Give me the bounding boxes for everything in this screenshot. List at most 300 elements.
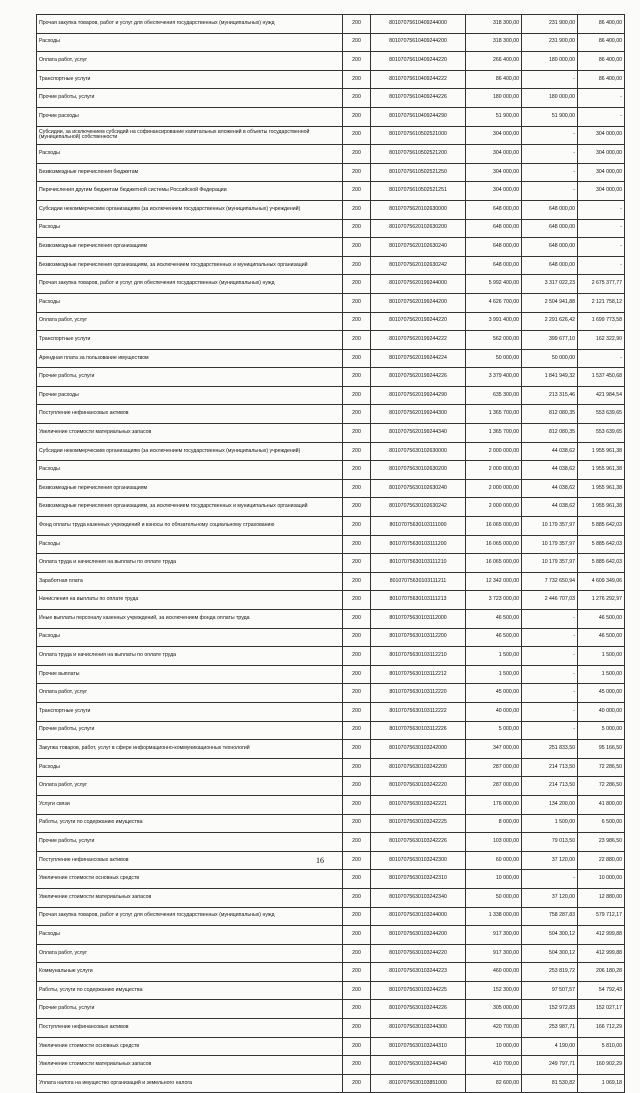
row-line-code-cell: 200: [343, 331, 371, 350]
table-row: [37, 1037, 625, 1056]
page-number: 16: [316, 856, 324, 865]
row-name-cell: Увеличение стоимости материальных запасов: [37, 424, 343, 443]
row-approved-cell: 3 723 000,00: [466, 591, 522, 610]
row-executed-cell: 231 900,00: [522, 15, 578, 34]
row-executed-cell: -: [522, 647, 578, 666]
row-approved-cell: 648 000,00: [466, 200, 522, 219]
row-kbk-code-cell: 80107075610409244000: [371, 15, 466, 34]
row-line-code-cell: 200: [343, 349, 371, 368]
row-approved-cell: 420 700,00: [466, 1019, 522, 1038]
row-name-cell: Поступление нефинансовых активов: [37, 405, 343, 424]
row-executed-cell: 7 732 650,94: [522, 572, 578, 591]
row-executed-cell: 231 900,00: [522, 33, 578, 52]
row-executed-cell: 134 200,00: [522, 795, 578, 814]
row-name-cell: Расходы: [37, 145, 343, 164]
row-name-cell: Оплата работ, услуг: [37, 52, 343, 71]
row-unexecuted-cell: 4 609 349,06: [578, 572, 625, 591]
row-executed-cell: 253 987,71: [522, 1019, 578, 1038]
row-name-cell: Безвозмездные перечисления организациям: [37, 479, 343, 498]
row-kbk-code-cell: 80107075630103112220: [371, 684, 466, 703]
row-line-code-cell: 200: [343, 107, 371, 126]
row-name-cell: Прочая закупка товаров, работ и услуг для обеспечения государственных (муниципальных) нужд: [37, 275, 343, 294]
table-row: [37, 758, 625, 777]
table-row: [37, 870, 625, 889]
row-unexecuted-cell: -: [578, 219, 625, 238]
row-executed-cell: 44 038,62: [522, 498, 578, 517]
row-approved-cell: 318 300,00: [466, 33, 522, 52]
row-executed-cell: 2 446 707,03: [522, 591, 578, 610]
row-executed-cell: -: [522, 702, 578, 721]
row-kbk-code-cell: 80107075630103112000: [371, 610, 466, 629]
row-approved-cell: 304 000,00: [466, 145, 522, 164]
row-approved-cell: 460 000,00: [466, 963, 522, 982]
row-line-code-cell: 200: [343, 293, 371, 312]
row-approved-cell: 2 000 000,00: [466, 442, 522, 461]
row-executed-cell: 812 080,35: [522, 424, 578, 443]
row-line-code-cell: 200: [343, 15, 371, 34]
table-row: [37, 479, 625, 498]
row-approved-cell: 51 900,00: [466, 107, 522, 126]
row-kbk-code-cell: 80107075630102630240: [371, 479, 466, 498]
row-approved-cell: 2 000 000,00: [466, 498, 522, 517]
row-executed-cell: 81 530,82: [522, 1074, 578, 1093]
row-kbk-code-cell: 80107075620199244220: [371, 312, 466, 331]
row-line-code-cell: 200: [343, 554, 371, 573]
row-line-code-cell: 200: [343, 870, 371, 889]
row-name-cell: Расходы: [37, 535, 343, 554]
row-line-code-cell: 200: [343, 405, 371, 424]
row-kbk-code-cell: 80107075630103244220: [371, 944, 466, 963]
table-row: [37, 89, 625, 108]
row-name-cell: Расходы: [37, 461, 343, 480]
row-executed-cell: 10 179 357,97: [522, 554, 578, 573]
row-kbk-code-cell: 80107075630103244225: [371, 981, 466, 1000]
row-name-cell: Уплата налога на имущество организаций и земельного налога: [37, 1074, 343, 1093]
row-name-cell: Увеличение стоимости материальных запасов: [37, 888, 343, 907]
row-approved-cell: 16 065 000,00: [466, 535, 522, 554]
row-line-code-cell: 200: [343, 944, 371, 963]
row-kbk-code-cell: 80107075620199244000: [371, 275, 466, 294]
row-approved-cell: 103 000,00: [466, 833, 522, 852]
table-row: [37, 926, 625, 945]
row-unexecuted-cell: -: [578, 238, 625, 257]
row-name-cell: Расходы: [37, 758, 343, 777]
row-approved-cell: 8 000,00: [466, 814, 522, 833]
row-name-cell: Расходы: [37, 33, 343, 52]
row-executed-cell: 44 038,62: [522, 442, 578, 461]
row-line-code-cell: 200: [343, 1019, 371, 1038]
table-row: [37, 163, 625, 182]
row-line-code-cell: 200: [343, 591, 371, 610]
row-executed-cell: 2 291 626,42: [522, 312, 578, 331]
row-unexecuted-cell: 46 500,00: [578, 628, 625, 647]
row-name-cell: Прочая закупка товаров, работ и услуг для обеспечения государственных (муниципальных) нужд: [37, 15, 343, 34]
row-line-code-cell: 200: [343, 963, 371, 982]
row-name-cell: Работы, услуги по содержанию имущества: [37, 981, 343, 1000]
table-row: [37, 1000, 625, 1019]
table-row: [37, 833, 625, 852]
row-approved-cell: 16 065 000,00: [466, 517, 522, 536]
row-unexecuted-cell: 5 885 642,03: [578, 517, 625, 536]
row-approved-cell: 304 000,00: [466, 163, 522, 182]
row-kbk-code-cell: 80107075620102630200: [371, 219, 466, 238]
row-executed-cell: 504 300,12: [522, 926, 578, 945]
row-kbk-code-cell: 80107075630103112222: [371, 702, 466, 721]
row-approved-cell: 1 500,00: [466, 647, 522, 666]
row-line-code-cell: 200: [343, 479, 371, 498]
row-name-cell: Увеличение стоимости основных средств: [37, 870, 343, 889]
row-executed-cell: 180 000,00: [522, 89, 578, 108]
row-line-code-cell: 200: [343, 182, 371, 201]
row-approved-cell: 46 500,00: [466, 610, 522, 629]
row-name-cell: Арендная плата за пользование имуществом: [37, 349, 343, 368]
row-executed-cell: 648 000,00: [522, 256, 578, 275]
row-executed-cell: 648 000,00: [522, 219, 578, 238]
row-approved-cell: 16 065 000,00: [466, 554, 522, 573]
row-kbk-code-cell: 80107075630103242220: [371, 777, 466, 796]
table-row: [37, 145, 625, 164]
table-row: [37, 535, 625, 554]
row-executed-cell: 180 000,00: [522, 52, 578, 71]
table-row: [37, 888, 625, 907]
table-row: [37, 15, 625, 34]
row-unexecuted-cell: 45 000,00: [578, 684, 625, 703]
row-line-code-cell: 200: [343, 833, 371, 852]
row-approved-cell: 50 000,00: [466, 349, 522, 368]
row-kbk-code-cell: 80107075630103242340: [371, 888, 466, 907]
row-line-code-cell: 200: [343, 238, 371, 257]
row-executed-cell: 79 013,50: [522, 833, 578, 852]
row-approved-cell: 635 300,00: [466, 386, 522, 405]
row-name-cell: Оплата работ, услуг: [37, 944, 343, 963]
row-name-cell: Безвозмездные перечисления организациям, за исключением государственных и муниципальных организаций: [37, 256, 343, 275]
row-executed-cell: 10 179 357,97: [522, 535, 578, 554]
row-line-code-cell: 200: [343, 517, 371, 536]
table-row: [37, 349, 625, 368]
row-executed-cell: 2 504 941,88: [522, 293, 578, 312]
row-kbk-code-cell: 80107075630103244000: [371, 907, 466, 926]
row-unexecuted-cell: 5 810,00: [578, 1037, 625, 1056]
row-unexecuted-cell: 6 500,00: [578, 814, 625, 833]
row-unexecuted-cell: 304 000,00: [578, 163, 625, 182]
table-row: [37, 126, 625, 145]
row-kbk-code-cell: 80107075620199244226: [371, 368, 466, 387]
row-line-code-cell: 200: [343, 1056, 371, 1075]
table-row: [37, 1074, 625, 1093]
row-unexecuted-cell: 22 880,00: [578, 851, 625, 870]
row-name-cell: Прочие работы, услуги: [37, 833, 343, 852]
row-executed-cell: -: [522, 684, 578, 703]
row-approved-cell: 86 400,00: [466, 70, 522, 89]
row-name-cell: Работы, услуги по содержанию имущества: [37, 814, 343, 833]
row-name-cell: Расходы: [37, 219, 343, 238]
row-unexecuted-cell: 86 400,00: [578, 52, 625, 71]
row-line-code-cell: 200: [343, 721, 371, 740]
row-kbk-code-cell: 80107075630103851000: [371, 1074, 466, 1093]
row-executed-cell: -: [522, 628, 578, 647]
row-kbk-code-cell: 80107075610409244222: [371, 70, 466, 89]
row-approved-cell: 410 700,00: [466, 1056, 522, 1075]
row-kbk-code-cell: 80107075630103111210: [371, 554, 466, 573]
row-executed-cell: 214 713,50: [522, 777, 578, 796]
table-row: [37, 33, 625, 52]
table-row: [37, 256, 625, 275]
row-line-code-cell: 200: [343, 740, 371, 759]
row-line-code-cell: 200: [343, 200, 371, 219]
row-executed-cell: 50 000,00: [522, 349, 578, 368]
row-approved-cell: 304 000,00: [466, 126, 522, 145]
row-unexecuted-cell: 152 027,17: [578, 1000, 625, 1019]
row-line-code-cell: 200: [343, 52, 371, 71]
row-executed-cell: 37 120,00: [522, 888, 578, 907]
row-kbk-code-cell: 80107075620199244222: [371, 331, 466, 350]
row-unexecuted-cell: 166 712,29: [578, 1019, 625, 1038]
row-line-code-cell: 200: [343, 33, 371, 52]
row-executed-cell: -: [522, 126, 578, 145]
table-row: [37, 293, 625, 312]
table-row: [37, 814, 625, 833]
row-kbk-code-cell: 80107075620199244224: [371, 349, 466, 368]
row-approved-cell: 82 600,00: [466, 1074, 522, 1093]
row-unexecuted-cell: -: [578, 89, 625, 108]
row-kbk-code-cell: 80107075610409244226: [371, 89, 466, 108]
row-line-code-cell: 200: [343, 628, 371, 647]
row-unexecuted-cell: 2 675 377,77: [578, 275, 625, 294]
row-line-code-cell: 200: [343, 758, 371, 777]
row-name-cell: Оплата труда и начисления на выплаты по оплате труда: [37, 647, 343, 666]
row-line-code-cell: 200: [343, 163, 371, 182]
row-unexecuted-cell: 86 400,00: [578, 15, 625, 34]
row-executed-cell: 152 972,83: [522, 1000, 578, 1019]
row-approved-cell: 2 000 000,00: [466, 479, 522, 498]
row-kbk-code-cell: 80107075610502521200: [371, 145, 466, 164]
row-kbk-code-cell: 80107075630103244300: [371, 1019, 466, 1038]
row-line-code-cell: 200: [343, 684, 371, 703]
row-name-cell: Перечисления другим бюджетам бюджетной системы Российской Федерации: [37, 182, 343, 201]
row-name-cell: Иные выплаты персоналу казенных учреждений, за исключением фонда оплаты труда: [37, 610, 343, 629]
row-line-code-cell: 200: [343, 70, 371, 89]
row-approved-cell: 1 365 700,00: [466, 405, 522, 424]
row-unexecuted-cell: 86 400,00: [578, 33, 625, 52]
row-kbk-code-cell: 80107075620199244340: [371, 424, 466, 443]
row-executed-cell: 213 315,46: [522, 386, 578, 405]
row-unexecuted-cell: 95 166,50: [578, 740, 625, 759]
table-row: [37, 795, 625, 814]
row-approved-cell: 562 000,00: [466, 331, 522, 350]
row-executed-cell: -: [522, 665, 578, 684]
row-unexecuted-cell: 54 792,43: [578, 981, 625, 1000]
row-name-cell: Оплата труда и начисления на выплаты по оплате труда: [37, 554, 343, 573]
row-name-cell: Безвозмездные перечисления организациям: [37, 238, 343, 257]
row-unexecuted-cell: 86 400,00: [578, 70, 625, 89]
row-line-code-cell: 200: [343, 461, 371, 480]
row-unexecuted-cell: 23 986,50: [578, 833, 625, 852]
row-executed-cell: -: [522, 145, 578, 164]
row-unexecuted-cell: 1 955 961,38: [578, 442, 625, 461]
row-unexecuted-cell: 12 880,00: [578, 888, 625, 907]
row-name-cell: Прочие работы, услуги: [37, 89, 343, 108]
row-kbk-code-cell: 80107075630103111213: [371, 591, 466, 610]
row-unexecuted-cell: 40 000,00: [578, 702, 625, 721]
row-line-code-cell: 200: [343, 368, 371, 387]
row-unexecuted-cell: 41 800,00: [578, 795, 625, 814]
row-approved-cell: 3 991 400,00: [466, 312, 522, 331]
table-row: [37, 647, 625, 666]
row-unexecuted-cell: 5 885 642,03: [578, 535, 625, 554]
row-kbk-code-cell: 80107075630103242225: [371, 814, 466, 833]
row-name-cell: Поступление нефинансовых активов: [37, 1019, 343, 1038]
row-name-cell: Расходы: [37, 926, 343, 945]
row-approved-cell: 5 000,00: [466, 721, 522, 740]
row-kbk-code-cell: 80107075610409244290: [371, 107, 466, 126]
row-kbk-code-cell: 80107075630103242226: [371, 833, 466, 852]
row-executed-cell: 4 190,00: [522, 1037, 578, 1056]
row-kbk-code-cell: 80107075620102630242: [371, 256, 466, 275]
row-executed-cell: 97 507,57: [522, 981, 578, 1000]
row-unexecuted-cell: 72 286,50: [578, 758, 625, 777]
table-row: [37, 52, 625, 71]
row-approved-cell: 1 365 700,00: [466, 424, 522, 443]
row-name-cell: Безвозмездные перечисления организациям, за исключением государственных и муниципальных организаций: [37, 498, 343, 517]
row-executed-cell: -: [522, 721, 578, 740]
row-unexecuted-cell: 2 121 758,12: [578, 293, 625, 312]
row-kbk-code-cell: 80107075620102630000: [371, 200, 466, 219]
row-executed-cell: 758 287,83: [522, 907, 578, 926]
row-name-cell: Коммунальные услуги: [37, 963, 343, 982]
row-line-code-cell: 200: [343, 795, 371, 814]
row-name-cell: Увеличение стоимости материальных запасов: [37, 1056, 343, 1075]
row-name-cell: Заработная плата: [37, 572, 343, 591]
row-executed-cell: 253 819,72: [522, 963, 578, 982]
table-row: [37, 182, 625, 201]
row-executed-cell: -: [522, 870, 578, 889]
row-line-code-cell: 200: [343, 424, 371, 443]
row-kbk-code-cell: 80107075630103111200: [371, 535, 466, 554]
row-name-cell: Расходы: [37, 628, 343, 647]
table-body: [37, 15, 625, 1093]
row-name-cell: Оплата работ, услуг: [37, 777, 343, 796]
row-unexecuted-cell: 1 276 292,97: [578, 591, 625, 610]
row-approved-cell: 266 400,00: [466, 52, 522, 71]
row-unexecuted-cell: 553 639,65: [578, 405, 625, 424]
row-kbk-code-cell: 80107075610409244220: [371, 52, 466, 71]
row-name-cell: Субсидии некоммерческим организациям (за исключением государственных (муниципальных) учреждений): [37, 442, 343, 461]
table-row: [37, 963, 625, 982]
row-kbk-code-cell: 80107075620199244200: [371, 293, 466, 312]
row-name-cell: Субсидии некоммерческим организациям (за исключением государственных (муниципальных) учреждений): [37, 200, 343, 219]
row-name-cell: Субсидии, за исключением субсидий на софинансирование капитальных вложений в объекты государственной (муниципальной) собственности: [37, 126, 343, 145]
row-line-code-cell: 200: [343, 1037, 371, 1056]
row-name-cell: Расходы: [37, 293, 343, 312]
row-unexecuted-cell: 72 286,50: [578, 777, 625, 796]
row-approved-cell: 46 500,00: [466, 628, 522, 647]
table-row: [37, 572, 625, 591]
row-name-cell: Прочие расходы: [37, 386, 343, 405]
row-executed-cell: 251 833,50: [522, 740, 578, 759]
row-unexecuted-cell: 1 537 450,68: [578, 368, 625, 387]
row-approved-cell: 305 000,00: [466, 1000, 522, 1019]
row-executed-cell: 648 000,00: [522, 200, 578, 219]
table-row: [37, 331, 625, 350]
row-kbk-code-cell: 80107075630103242221: [371, 795, 466, 814]
row-unexecuted-cell: 10 000,00: [578, 870, 625, 889]
row-name-cell: Начисления на выплаты по оплате труда: [37, 591, 343, 610]
table-row: [37, 498, 625, 517]
row-unexecuted-cell: 304 000,00: [578, 126, 625, 145]
row-approved-cell: 287 000,00: [466, 758, 522, 777]
table-row: [37, 665, 625, 684]
row-unexecuted-cell: 412 999,88: [578, 944, 625, 963]
table-row: [37, 628, 625, 647]
row-executed-cell: 399 677,10: [522, 331, 578, 350]
row-line-code-cell: 200: [343, 610, 371, 629]
row-name-cell: Услуги связи: [37, 795, 343, 814]
row-approved-cell: 318 300,00: [466, 15, 522, 34]
row-approved-cell: 40 000,00: [466, 702, 522, 721]
row-executed-cell: -: [522, 70, 578, 89]
table-row: [37, 386, 625, 405]
row-line-code-cell: 200: [343, 1074, 371, 1093]
row-line-code-cell: 200: [343, 256, 371, 275]
row-kbk-code-cell: 80107075630103242000: [371, 740, 466, 759]
row-approved-cell: 1 500,00: [466, 665, 522, 684]
row-executed-cell: 812 080,35: [522, 405, 578, 424]
row-kbk-code-cell: 80107075630103112210: [371, 647, 466, 666]
row-line-code-cell: 200: [343, 386, 371, 405]
table-row: [37, 442, 625, 461]
row-name-cell: Транспортные услуги: [37, 331, 343, 350]
row-line-code-cell: 200: [343, 535, 371, 554]
row-executed-cell: 504 300,12: [522, 944, 578, 963]
table-row: [37, 219, 625, 238]
budget-execution-table: [36, 14, 625, 1093]
table-row: [37, 702, 625, 721]
row-kbk-code-cell: 80107075610502521000: [371, 126, 466, 145]
row-line-code-cell: 200: [343, 777, 371, 796]
row-kbk-code-cell: 80107075630103244223: [371, 963, 466, 982]
row-unexecuted-cell: 412 999,88: [578, 926, 625, 945]
row-name-cell: Увеличение стоимости основных средств: [37, 1037, 343, 1056]
row-kbk-code-cell: 80107075630103112212: [371, 665, 466, 684]
row-executed-cell: 37 120,00: [522, 851, 578, 870]
row-approved-cell: 152 300,00: [466, 981, 522, 1000]
table-row: [37, 424, 625, 443]
row-unexecuted-cell: -: [578, 256, 625, 275]
row-line-code-cell: 200: [343, 647, 371, 666]
row-name-cell: Прочие выплаты: [37, 665, 343, 684]
row-line-code-cell: 200: [343, 702, 371, 721]
row-kbk-code-cell: 80107075630103112226: [371, 721, 466, 740]
row-unexecuted-cell: 1 500,00: [578, 665, 625, 684]
row-unexecuted-cell: 162 322,90: [578, 331, 625, 350]
row-kbk-code-cell: 80107075630103244310: [371, 1037, 466, 1056]
row-unexecuted-cell: 1 699 773,58: [578, 312, 625, 331]
table-row: [37, 981, 625, 1000]
row-unexecuted-cell: 553 639,65: [578, 424, 625, 443]
table-row: [37, 405, 625, 424]
table-row: [37, 777, 625, 796]
row-name-cell: Закупка товаров, работ, услуг в сфере информационно-коммуникационных технологий: [37, 740, 343, 759]
row-unexecuted-cell: -: [578, 349, 625, 368]
row-name-cell: Транспортные услуги: [37, 702, 343, 721]
table-row: [37, 1019, 625, 1038]
row-kbk-code-cell: 80107075630103244200: [371, 926, 466, 945]
row-name-cell: Прочие работы, услуги: [37, 1000, 343, 1019]
row-unexecuted-cell: 5 000,00: [578, 721, 625, 740]
row-executed-cell: 214 713,50: [522, 758, 578, 777]
budget-report-sheet: [36, 14, 624, 1093]
row-kbk-code-cell: 80107075610502521250: [371, 163, 466, 182]
